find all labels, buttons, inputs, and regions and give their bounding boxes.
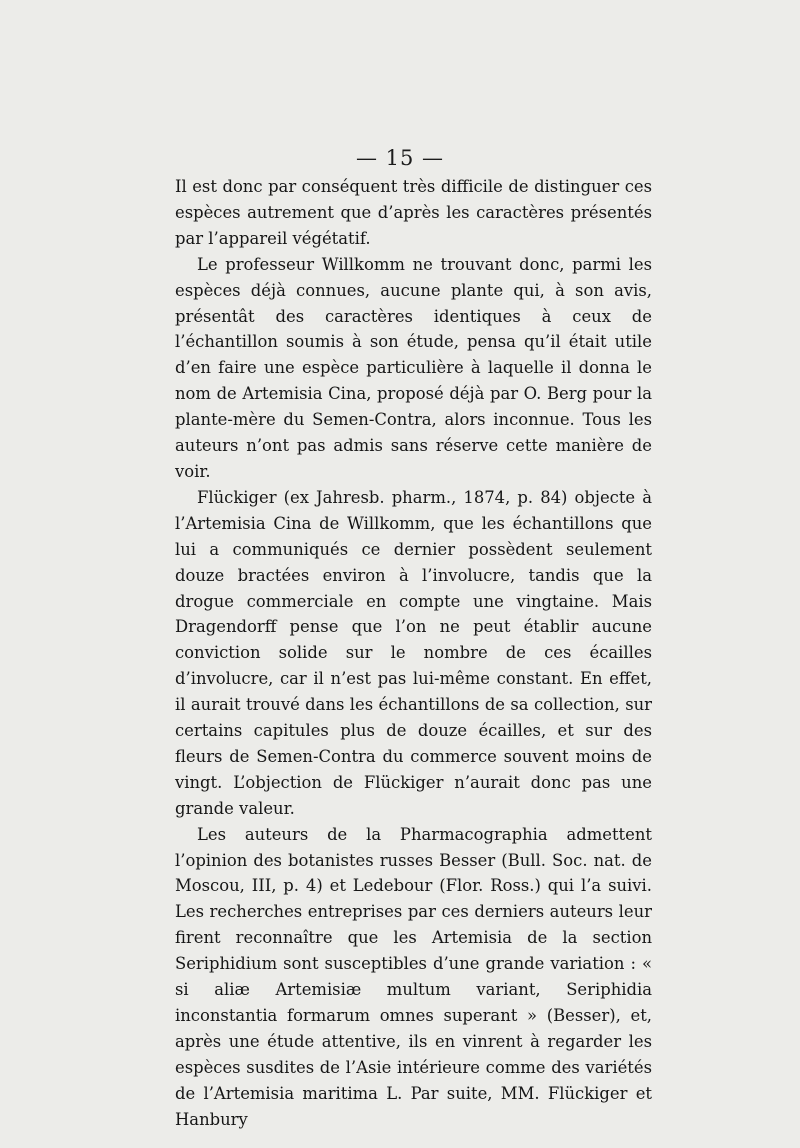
page-number: — 15 — [355, 146, 445, 170]
body-text [175, 174, 652, 1133]
paragraph: Flückiger (ex Jahresb. pharm., 1874, p. 84) objecte à l’Artemisia Cina de Willkomm, que les échantillons que lui a communiqués ce dernier possèdent seulement douze bractées environ à l’involucre, tandis que la drogue commerciale en compte une vingtaine. Mais Dragendorff pense que l’on ne peut établir aucune conviction solide sur le nombre de ces écailles d’involucre, car il n’est pas lui-même constant. En effet, il aurait trouvé dans les échantillons de sa collection, sur certains capitules plus de douze écailles, et sur des fleurs de Semen-Contra du commerce souvent moins de vingt. L’objection de Flückiger n’aurait donc pas une grande valeur. [175, 487, 652, 818]
paragraph: Le professeur Willkomm ne trouvant donc, parmi les espèces déjà connues, aucune plante qui, à son avis, présentât des caractères identiques à ceux de l’échantillon soumis à son étude, pensa qu’il était utile d’en faire une espèce particulière à laquelle il donna le nom de Artemisia Cina, proposé déjà par O. Berg pour la plante-mère du Semen-Contra, alors inconnue. Tous les auteurs n’ont pas admis sans réserve cette manière de voir. [175, 254, 652, 481]
paragraph: Il est donc par conséquent très difficile de distinguer ces espèces autrement que d’après les caractères présentés par l’appareil végétatif. [175, 177, 652, 248]
paragraph: Les auteurs de la Pharmacographia admettent l’opinion des botanistes russes Besser (Bull. Soc. nat. de Moscou, III, p. 4) et Ledebour (Flor. Ross.) qui l’a suivi. Les recherches entreprises par ces derniers auteurs leur firent reconnaître que les Artemisia de la section Seriphidium sont susceptibles d’une grande variation : « si aliæ Artemisiæ multum variant, Seriphidia inconstantia formarum omnes superant » (Besser), et, après une étude attentive, ils en vinrent à regarder les espèces susdites de l’Asie intérieure comme des variétés de l’Artemisia maritima L. Par suite, MM. Flückiger et Hanbury [175, 824, 652, 1129]
